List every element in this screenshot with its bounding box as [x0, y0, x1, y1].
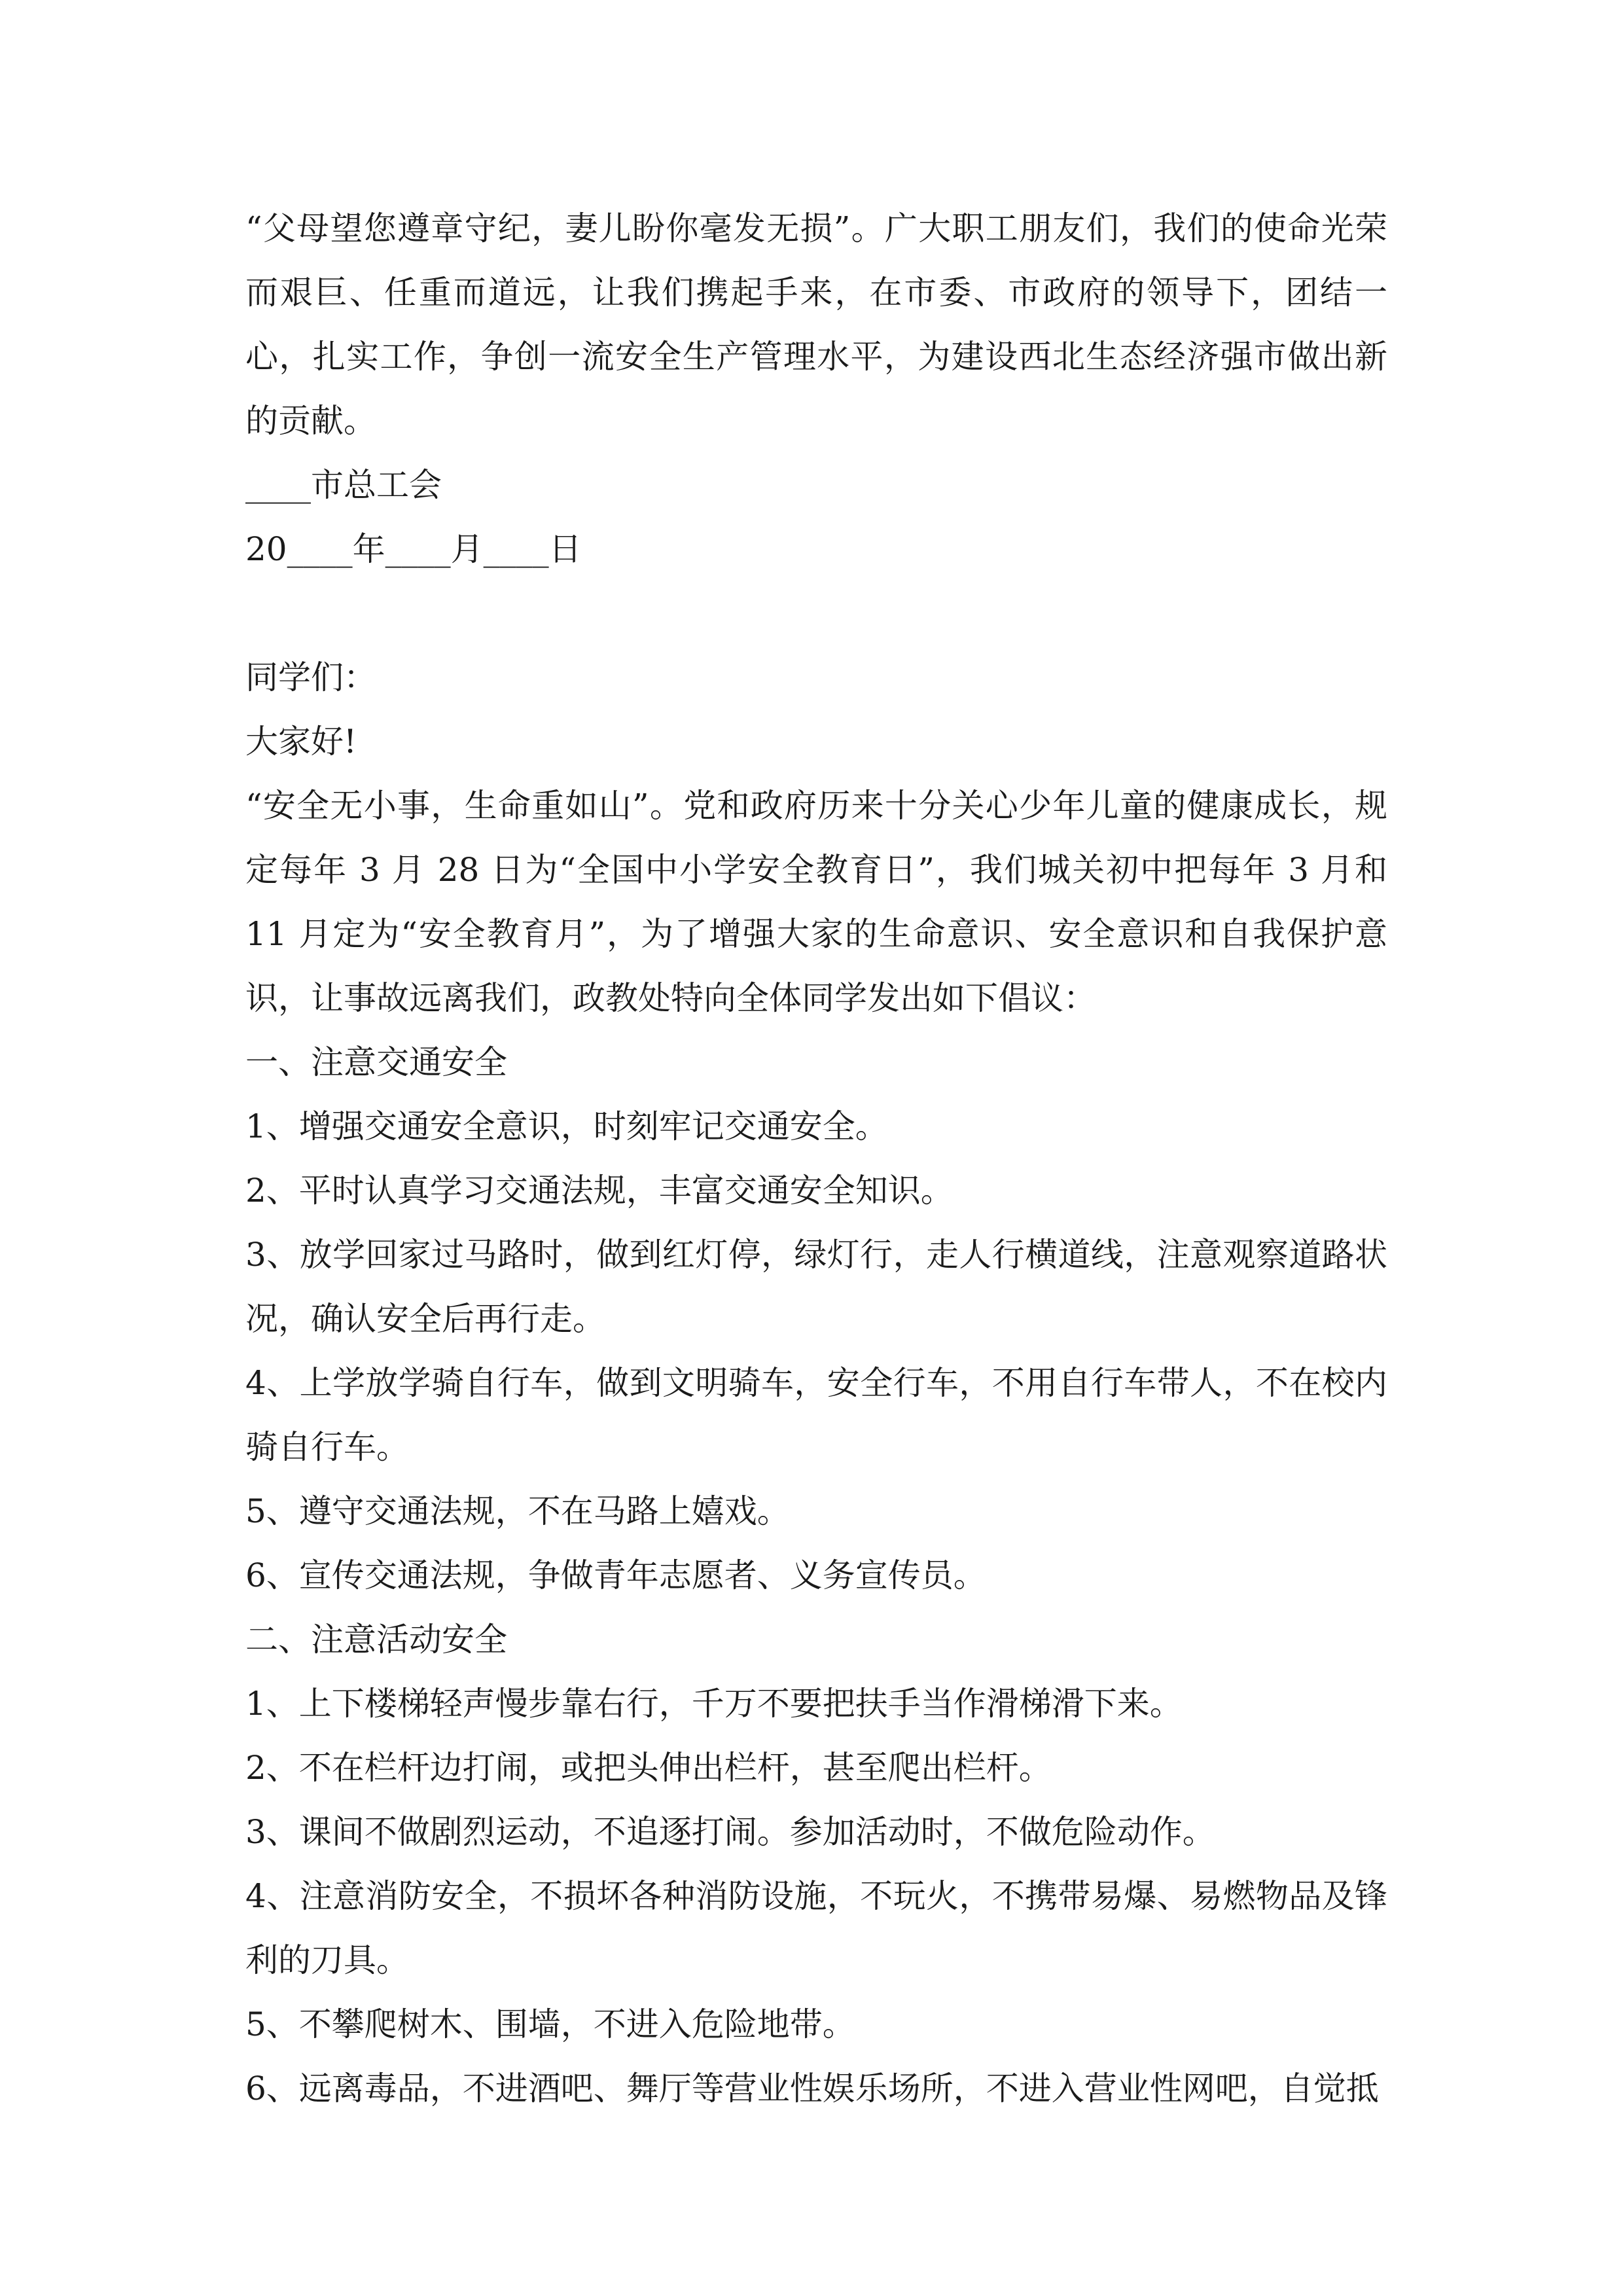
letter-workers-date: 20____年____月____日: [245, 530, 582, 568]
letter-students: [245, 645, 1387, 2121]
list-item: 6、宣传交通法规，争做青年志愿者、义务宣传员。: [245, 1556, 986, 1594]
list-item: 2、平时认真学习交通法规，丰富交通安全知识。: [245, 1172, 954, 1210]
list-item: 3、放学回家过马路时，做到红灯停，绿灯行，走人行横道线，注意观察道路状况，确认安全后再行走。: [245, 1236, 1387, 1338]
list-item: 4、上学放学骑自行车，做到文明骑车，安全行车，不用自行车带人，不在校内骑自行车。: [245, 1364, 1387, 1466]
letter-workers: [245, 196, 1387, 581]
list-item: 3、课间不做剧烈运动，不追逐打闹。参加活动时，不做危险动作。: [245, 1813, 1215, 1851]
letter-workers-signature: ____市总工会: [245, 466, 442, 504]
greeting: 大家好!: [245, 723, 357, 761]
section-heading-traffic: 一、注意交通安全: [245, 1043, 507, 1081]
section-heading-activity: 二、注意活动安全: [245, 1621, 507, 1659]
list-item: 6、远离毒品，不进酒吧、舞厅等营业性娱乐场所，不进入营业性网吧，自觉抵: [245, 2070, 1379, 2108]
section-gap: [245, 581, 1387, 645]
list-item: 4、注意消防安全，不损坏各种消防设施，不玩火，不携带易爆、易燃物品及锋利的刀具。: [245, 1877, 1387, 1979]
list-item: 5、遵守交通法规，不在马路上嬉戏。: [245, 1492, 790, 1530]
letter-workers-body: “父母望您遵章守纪，妻儿盼你毫发无损”。广大职工朋友们，我们的使命光荣而艰巨、任重而道远，让我们携起手来，在市委、市政府的领导下，团结一心，扎实工作，争创一流安全生产管理水平，为建设西北生态经济强市做出新的贡献。: [245, 209, 1387, 440]
document-content: [245, 196, 1387, 2121]
list-item: 2、不在栏杆边打闹，或把头伸出栏杆，甚至爬出栏杆。: [245, 1749, 1052, 1787]
list-item: 1、增强交通安全意识，时刻牢记交通安全。: [245, 1107, 888, 1145]
salutation: 同学们：: [245, 658, 376, 696]
list-item: 1、上下楼梯轻声慢步靠右行，千万不要把扶手当作滑梯滑下来。: [245, 1685, 1183, 1723]
list-item: 5、不攀爬树木、围墙，不进入危险地带。: [245, 2005, 855, 2043]
intro-paragraph: “安全无小事，生命重如山”。党和政府历来十分关心少年儿童的健康成长，规定每年 3 月 28 日为“全国中小学安全教育日”，我们城关初中把每年 3 月和 11 月定为“安全教育月”，为了增强大家的生命意识、安全意识和自我保护意识，让事故远离我们，政教处特向全体同学发出如下倡议：: [245, 787, 1387, 1017]
